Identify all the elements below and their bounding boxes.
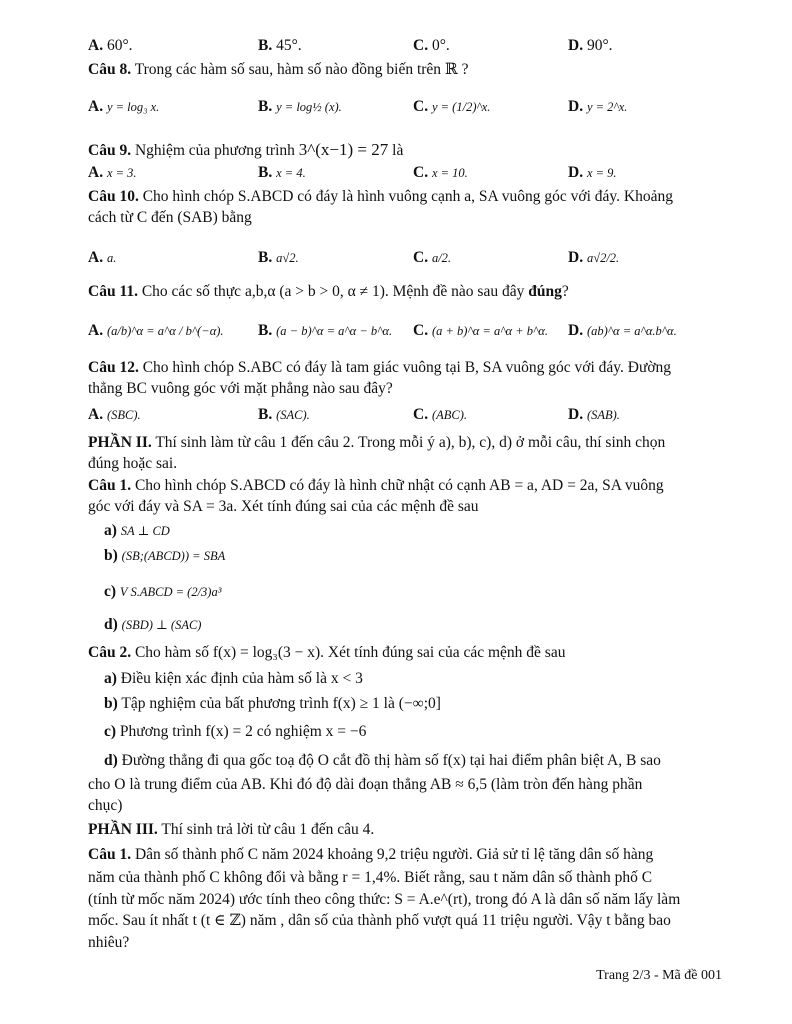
q8-stem: Câu 8. Trong các hàm số sau, hàm số nào đồng biến trên ℝ ? xyxy=(88,61,469,78)
q9-option-d: D. x = 9. xyxy=(568,164,617,181)
q12-option-d: D. (SAB). xyxy=(568,406,620,423)
q11-option-b: B. (a − b)^α = a^α − b^α. xyxy=(258,322,393,339)
q9-stem: Câu 9. Nghiệm của phương trình 3^(x−1) = 27 là xyxy=(88,140,404,159)
q7-option-b: B. 45°. xyxy=(258,37,302,54)
q9-option-c: C. x = 10. xyxy=(413,164,468,181)
p3q1-line4: mốc. Sau ít nhất t (t ∈ ℤ) năm , dân số của thành phố vượt quá 11 triệu người. Vậy t bằng bao xyxy=(88,912,671,929)
q11-option-d: D. (ab)^α = a^α.b^α. xyxy=(568,322,677,339)
p3q1-line5: nhiêu? xyxy=(88,934,130,951)
page-footer: Trang 2/3 - Mã đề 001 xyxy=(596,968,722,983)
q11-option-c: C. (a + b)^α = a^α + b^α. xyxy=(413,322,548,339)
q10-stem-line2: cách từ C đến (SAB) bằng xyxy=(88,209,252,226)
p2q2-item-d-line1: d) Đường thẳng đi qua gốc toạ độ O cắt đồ thị hàm số f(x) tại hai điểm phân biệt A, B sao xyxy=(104,752,661,769)
q10-option-b: B. a√2. xyxy=(258,249,299,266)
q7-option-a: A. 60°. xyxy=(88,37,133,54)
p2q1-item-c: c) V S.ABCD = (2/3)a³ xyxy=(104,583,222,600)
p2q2-item-d-line2: cho O là trung điểm của AB. Khi đó độ dài đoạn thẳng AB ≈ 6,5 (làm tròn đến hàng phần xyxy=(88,776,643,793)
q10-stem-line1: Câu 10. Cho hình chóp S.ABCD có đáy là hình vuông cạnh a, SA vuông góc với đáy. Khoảng xyxy=(88,188,673,205)
q12-option-a: A. (SBC). xyxy=(88,406,141,423)
q10-option-c: C. a/2. xyxy=(413,249,452,266)
p2q1-stem-line2: góc với đáy và SA = 3a. Xét tính đúng sai của các mệnh đề sau xyxy=(88,498,479,515)
q7-option-c: C. 0°. xyxy=(413,37,450,54)
q7-option-d: D. 90°. xyxy=(568,37,613,54)
q8-option-a: A. y = log₃ x. xyxy=(88,98,160,115)
part3-heading: PHẦN III. Thí sinh trả lời từ câu 1 đến câu 4. xyxy=(88,821,375,838)
q10-option-d: D. a√2/2. xyxy=(568,249,620,266)
part2-heading-line1: PHẦN II. Thí sinh làm từ câu 1 đến câu 2. Trong mỗi ý a), b), c), d) ở mỗi câu, thí sinh chọn xyxy=(88,434,666,451)
q12-stem-line2: thẳng BC vuông góc với mặt phẳng nào sau đây? xyxy=(88,380,393,397)
q9-option-a: A. x = 3. xyxy=(88,164,137,181)
q8-option-c: C. y = (1/2)^x. xyxy=(413,98,491,115)
p2q1-item-b: b) (SB;(ABCD)) = SBA xyxy=(104,547,226,564)
p2q2-item-c: c) Phương trình f(x) = 2 có nghiệm x = −6 xyxy=(104,723,367,740)
p2q2-item-d-line3: chục) xyxy=(88,797,123,814)
q10-option-a: A. a. xyxy=(88,249,117,266)
p3q1-line2: năm của thành phố C không đổi và bằng r = 1,4%. Biết rằng, sau t năm dân số thành phố C xyxy=(88,869,653,886)
part2-heading-line2: đúng hoặc sai. xyxy=(88,455,178,472)
q11-option-a: A. (a/b)^α = a^α / b^(−α). xyxy=(88,322,224,339)
q8-option-b: B. y = log½ (x). xyxy=(258,98,342,115)
q11-stem: Câu 11. Cho các số thực a,b,α (a > b > 0, α ≠ 1). Mệnh đề nào sau đây đúng? xyxy=(88,283,569,300)
q12-stem-line1: Câu 12. Cho hình chóp S.ABC có đáy là tam giác vuông tại B, SA vuông góc với đáy. Đường xyxy=(88,359,672,376)
p2q1-item-d: d) (SBD) ⊥ (SAC) xyxy=(104,616,202,633)
q8-option-d: D. y = 2^x. xyxy=(568,98,628,115)
p2q2-item-b: b) Tập nghiệm của bất phương trình f(x) ≥ 1 là (−∞;0] xyxy=(104,695,441,712)
p3q1-line3: (tính từ mốc năm 2024) ước tính theo công thức: S = A.e^(rt), trong đó A là dân số năm lấy làm xyxy=(88,891,681,908)
p2q2-item-a: a) Điều kiện xác định của hàm số là x < 3 xyxy=(104,670,363,687)
p2q1-stem-line1: Câu 1. Cho hình chóp S.ABCD có đáy là hình chữ nhật có cạnh AB = a, AD = 2a, SA vuông xyxy=(88,477,664,494)
q12-option-b: B. (SAC). xyxy=(258,406,310,423)
p3q1-line1: Câu 1. Dân số thành phố C năm 2024 khoảng 9,2 triệu người. Giả sử tỉ lệ tăng dân số hàng xyxy=(88,846,654,863)
p2q1-item-a: a) SA ⊥ CD xyxy=(104,522,170,539)
p2q2-stem: Câu 2. Cho hàm số f(x) = log₃(3 − x). Xét tính đúng sai của các mệnh đề sau xyxy=(88,644,566,661)
q9-option-b: B. x = 4. xyxy=(258,164,306,181)
q12-option-c: C. (ABC). xyxy=(413,406,468,423)
